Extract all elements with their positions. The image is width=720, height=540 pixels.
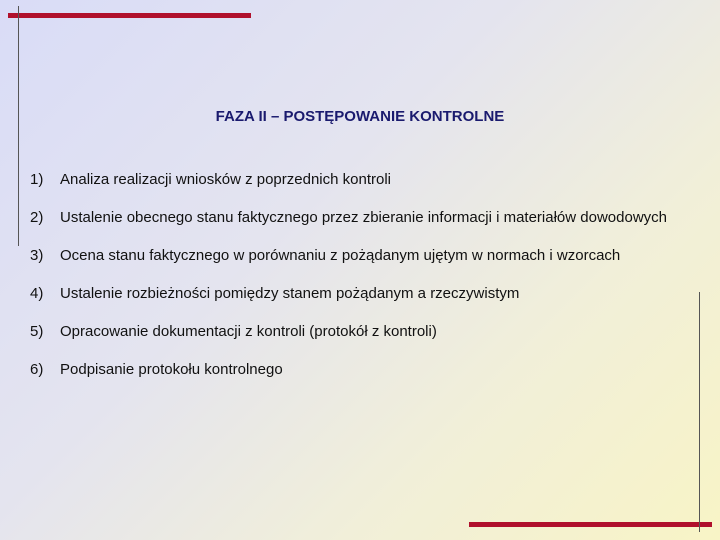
- list-item-number: 3): [30, 247, 44, 264]
- list-item: [30, 360, 670, 379]
- top-accent-bar: [8, 13, 251, 18]
- list-item: [30, 322, 670, 341]
- list-item-number: 2): [30, 209, 44, 226]
- list-item: [30, 284, 670, 303]
- list-item-text: Ocena stanu faktycznego w porównaniu z pożądanym ujętym w normach i wzorcach: [60, 247, 621, 264]
- list-item-number: 1): [30, 171, 44, 188]
- left-vertical-rule: [18, 6, 19, 246]
- list-item-text: Ustalenie obecnego stanu faktycznego przez zbieranie informacji i materiałów dowodowych: [60, 209, 667, 226]
- list-item: [30, 170, 670, 189]
- list-item-number: 5): [30, 323, 44, 340]
- steps-list: [30, 170, 670, 398]
- list-item: [30, 246, 670, 265]
- list-item-text: Podpisanie protokołu kontrolnego: [60, 361, 283, 378]
- list-item-text: Analiza realizacji wniosków z poprzednich kontroli: [60, 171, 391, 188]
- list-item-number: 6): [30, 361, 44, 378]
- list-item-number: 4): [30, 285, 44, 302]
- list-item-text: Opracowanie dokumentacji z kontroli (protokół z kontroli): [60, 323, 437, 340]
- list-item: [30, 208, 670, 227]
- list-item-text: Ustalenie rozbieżności pomiędzy stanem pożądanym a rzeczywistym: [60, 285, 520, 302]
- slide-title-text: FAZA II – POSTĘPOWANIE KONTROLNE: [215, 108, 505, 125]
- bottom-accent-bar: [469, 522, 712, 527]
- right-vertical-rule: [699, 292, 700, 532]
- slide-title: [0, 108, 720, 125]
